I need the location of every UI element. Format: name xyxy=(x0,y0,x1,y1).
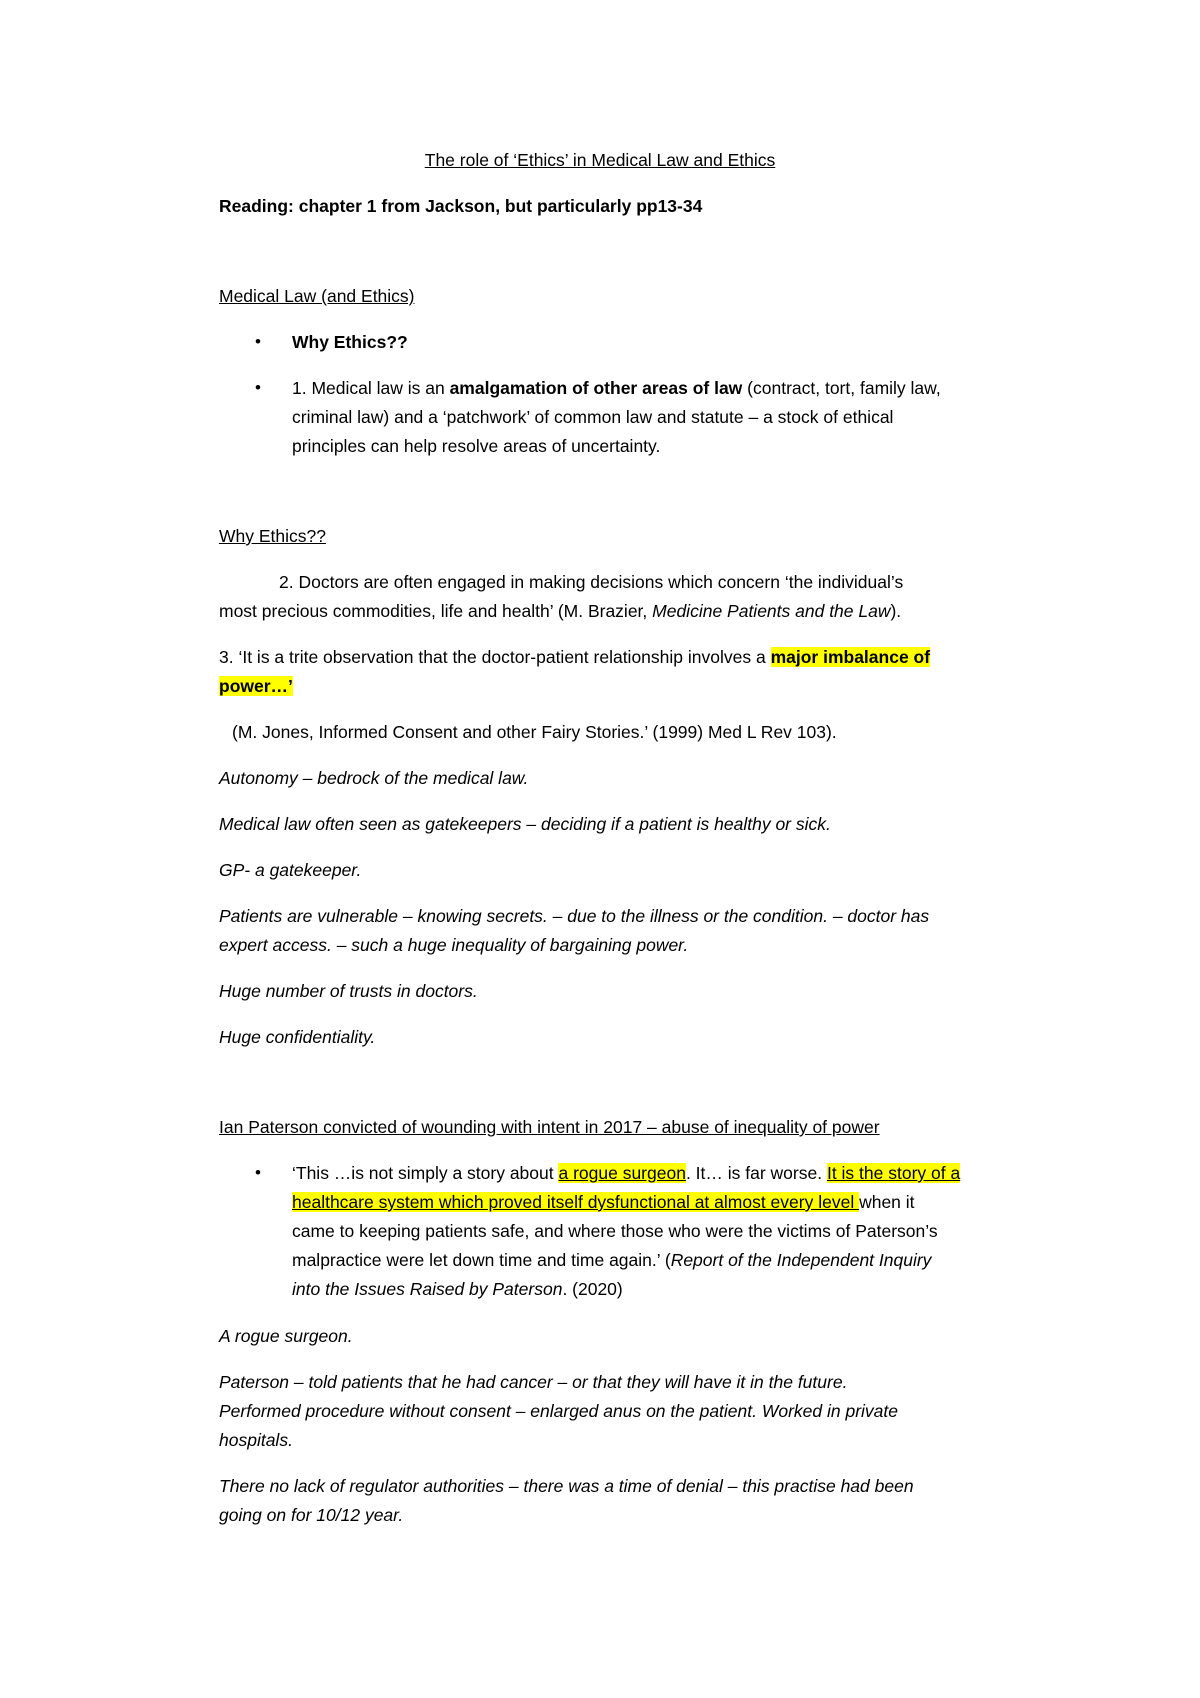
text-run: 1. Medical law is an xyxy=(292,378,450,398)
text-run: ). xyxy=(890,601,902,621)
note-line: GP- a gatekeeper. xyxy=(219,860,362,880)
note-line: There no lack of regulator authorities – there was a time of denial – this practise had been xyxy=(219,1476,914,1496)
note-line: expert access. – such a huge inequality of bargaining power. xyxy=(219,935,689,955)
bullet-marker: • xyxy=(255,378,261,397)
bullet-amalgamation-line-1 xyxy=(292,377,941,399)
text-run: 3. ‘It is a trite observation that the doctor-patient relationship involves a xyxy=(219,647,771,667)
note-line: Huge confidentiality. xyxy=(219,1027,376,1047)
highlighted-bold-run: power…’ xyxy=(219,676,293,696)
italic-run: Report of the Independent Inquiry xyxy=(670,1250,932,1270)
point-2-line-2 xyxy=(219,600,901,622)
text-run: . (2020) xyxy=(562,1279,623,1299)
text-run: when it xyxy=(859,1192,915,1212)
section-heading-paterson: Ian Paterson convicted of wounding with intent in 2017 – abuse of inequality of power xyxy=(219,1117,880,1137)
quote-line-1 xyxy=(292,1162,960,1184)
bullet-marker: • xyxy=(255,1163,261,1182)
document-title: The role of ‘Ethics’ in Medical Law and Ethics xyxy=(424,150,776,170)
highlighted-run: It is the story of a xyxy=(826,1163,961,1183)
citation-line: (M. Jones, Informed Consent and other Fairy Stories.’ (1999) Med L Rev 103). xyxy=(232,722,837,742)
quote-line-5 xyxy=(292,1278,623,1300)
bullet-why-ethics: Why Ethics?? xyxy=(292,332,408,352)
highlighted-run: a rogue surgeon xyxy=(558,1163,686,1183)
point-3-line-1 xyxy=(219,646,930,668)
text-run: ‘This …is not simply a story about xyxy=(292,1163,559,1183)
section-heading-medical-law: Medical Law (and Ethics) xyxy=(219,286,415,306)
bullet-amalgamation-line-2: criminal law) and a ‘patchwork’ of common law and statute – a stock of ethical xyxy=(292,407,894,427)
highlighted-bold-run: major imbalance of xyxy=(770,647,931,667)
point-3-line-2 xyxy=(219,675,293,697)
italic-run: Medicine Patients and the Law xyxy=(652,601,891,621)
section-heading-why-ethics: Why Ethics?? xyxy=(219,526,326,546)
bold-run: amalgamation of other areas of law xyxy=(449,378,743,398)
note-line: Autonomy – bedrock of the medical law. xyxy=(219,768,529,788)
highlighted-run: healthcare system which proved itself dysfunctional at almost every level xyxy=(292,1192,860,1212)
quote-line-4 xyxy=(292,1249,931,1271)
text-run: most precious commodities, life and health’ (M. Brazier, xyxy=(219,601,653,621)
note-line: Patients are vulnerable – knowing secrets. – due to the illness or the condition. – doctor has xyxy=(219,906,930,926)
note-line: Huge number of trusts in doctors. xyxy=(219,981,478,1001)
point-2-line-1: 2. Doctors are often engaged in making decisions which concern ‘the individual’s xyxy=(279,572,904,592)
note-line: Paterson – told patients that he had cancer – or that they will have it in the future. xyxy=(219,1372,848,1392)
bullet-amalgamation-line-3: principles can help resolve areas of uncertainty. xyxy=(292,436,661,456)
reading-line: Reading: chapter 1 from Jackson, but particularly pp13-34 xyxy=(219,196,703,216)
bullet-marker: • xyxy=(255,332,261,351)
italic-run: into the Issues Raised by Paterson xyxy=(292,1279,563,1299)
note-line: Medical law often seen as gatekeepers – deciding if a patient is healthy or sick. xyxy=(219,814,831,834)
note-line: Performed procedure without consent – enlarged anus on the patient. Worked in private xyxy=(219,1401,899,1421)
text-run: malpractice were let down time and time again.’ ( xyxy=(292,1250,671,1270)
text-run: (contract, tort, family law, xyxy=(742,378,941,398)
quote-line-3: came to keeping patients safe, and where those who were the victims of Paterson’s xyxy=(292,1221,938,1241)
note-line: going on for 10/12 year. xyxy=(219,1505,404,1525)
quote-line-2 xyxy=(292,1191,915,1213)
note-line: A rogue surgeon. xyxy=(219,1326,353,1346)
note-line: hospitals. xyxy=(219,1430,293,1450)
text-run: . It… is far worse. xyxy=(685,1163,827,1183)
